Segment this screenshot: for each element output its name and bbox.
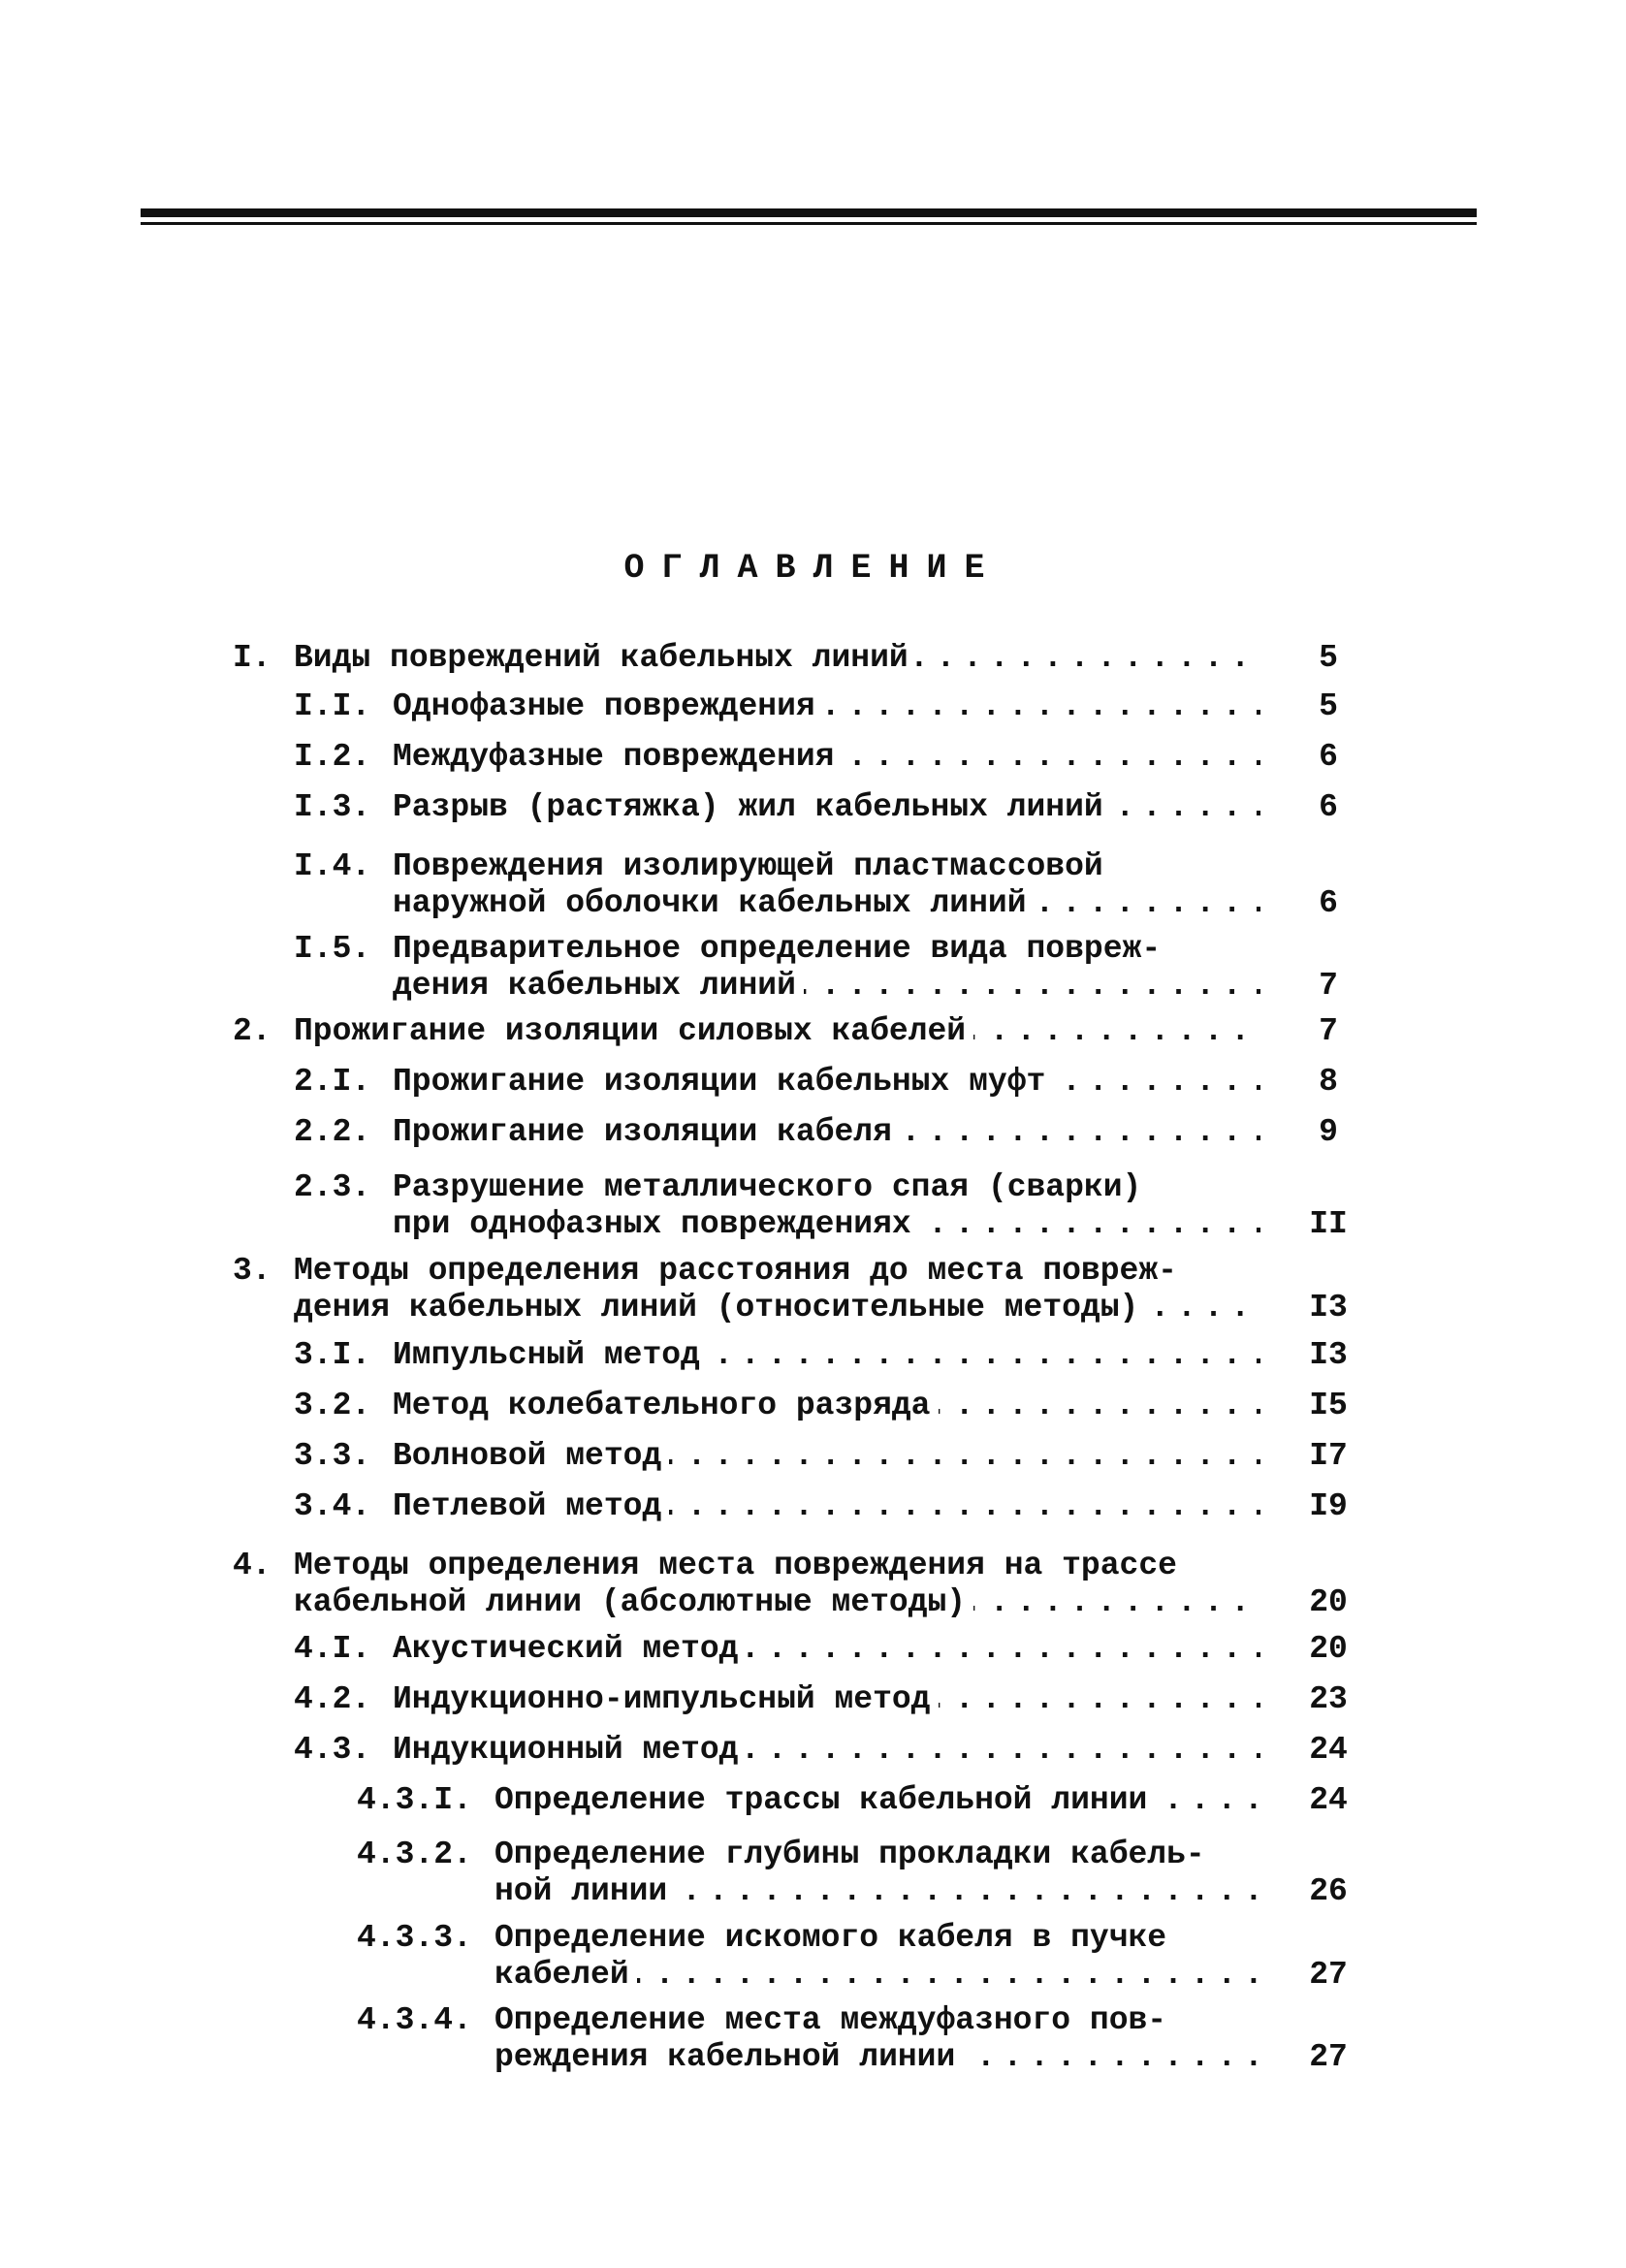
- toc-entry-number: 4.I.: [294, 1631, 371, 1667]
- toc-entry-number: 3.: [233, 1253, 271, 1289]
- toc-entry-title-line: Прожигание изоляции силовых кабелей . . .: [294, 1013, 1260, 1050]
- toc-entry-page: 27: [1309, 2039, 1348, 2075]
- toc-entry-number: 4.: [233, 1548, 271, 1583]
- toc-entry-page: 24: [1309, 1782, 1348, 1818]
- toc-entry-page: 23: [1309, 1681, 1348, 1717]
- toc-entry[interactable]: [0, 848, 1626, 922]
- toc-entry-page: 6: [1319, 789, 1338, 825]
- toc-entry-title-line: Импульсный метод . . .: [393, 1337, 1260, 1374]
- toc-entry[interactable]: [0, 1488, 1626, 1525]
- toc-entry[interactable]: [0, 1253, 1626, 1326]
- toc-entry-title-line: Определение места междуфазного пов-: [494, 2002, 1167, 2038]
- toc-entry-page: 7: [1319, 1013, 1338, 1049]
- toc-entry-number: I.4.: [294, 848, 371, 884]
- toc-entry-number: 4.3.I.: [357, 1782, 472, 1818]
- toc-entry-title: [393, 848, 1260, 922]
- toc-entry-title: [393, 739, 1260, 776]
- toc-entry-title: [393, 1169, 1260, 1243]
- toc-entry[interactable]: [0, 1837, 1626, 1910]
- toc-heading: ОГЛАВЛЕНИЕ: [623, 549, 1003, 588]
- toc-entry-page: I7: [1309, 1438, 1348, 1474]
- toc-entry-title-line: Прожигание изоляции кабеля . . .: [393, 1114, 1260, 1151]
- top-rule-thin: [141, 222, 1477, 225]
- toc-entry-title-line: Волновой метод . . .: [393, 1438, 1260, 1475]
- toc-entry-title-line: Прожигание изоляции кабельных муфт . . .: [393, 1064, 1260, 1101]
- toc-entry[interactable]: [0, 1548, 1626, 1621]
- toc-entry[interactable]: [0, 1013, 1626, 1050]
- toc-entry-number: 2.2.: [294, 1114, 371, 1150]
- toc-entry-number: 4.3.: [294, 1732, 371, 1768]
- toc-entry-title-line: кабельной линии (абсолютные методы) . . .: [294, 1584, 1260, 1621]
- toc-entry-page: 27: [1309, 1957, 1348, 1993]
- toc-entry-title-line: Виды повреждений кабельных линий . . .: [294, 640, 1260, 677]
- toc-entry-page: 6: [1319, 739, 1338, 775]
- toc-entry[interactable]: [0, 1064, 1626, 1101]
- toc-entry-title-line: Акустический метод . . .: [393, 1631, 1260, 1668]
- toc-entry-title-line: при однофазных повреждениях . . .: [393, 1206, 1260, 1243]
- toc-entry-title-line: Разрыв (растяжка) жил кабельных линий . . .: [393, 789, 1260, 826]
- toc-entry-number: 4.3.3.: [357, 1920, 472, 1956]
- toc-entry-title: [393, 1114, 1260, 1151]
- toc-entry-number: 4.3.4.: [357, 2002, 472, 2038]
- toc-entry[interactable]: [0, 1169, 1626, 1243]
- toc-entry[interactable]: [0, 2002, 1626, 2076]
- toc-entry-page: 20: [1309, 1631, 1348, 1667]
- toc-entry-number: 4.3.2.: [357, 1837, 472, 1872]
- toc-entry-title-line: дения кабельных линий (относительные методы) . . .: [294, 1290, 1260, 1326]
- toc-entry-title: [294, 1548, 1260, 1621]
- toc-entry[interactable]: [0, 1732, 1626, 1769]
- toc-entry[interactable]: [0, 931, 1626, 1005]
- toc-entry[interactable]: [0, 1388, 1626, 1424]
- toc-entry-title: [393, 789, 1260, 826]
- toc-entry-title-line: Методы определения расстояния до места повреж-: [294, 1253, 1177, 1289]
- toc-entry-page: 5: [1319, 688, 1338, 724]
- toc-entry-page: 7: [1319, 968, 1338, 1004]
- toc-entry-number: I.I.: [294, 688, 371, 724]
- toc-entry-page: 9: [1319, 1114, 1338, 1150]
- top-rule-thick: [141, 208, 1477, 217]
- toc-entry-title-line: кабелей . . .: [494, 1957, 1260, 1994]
- toc-entry-title-line: Разрушение металлического спая (сварки): [393, 1169, 1142, 1205]
- toc-entry-title: [393, 931, 1260, 1005]
- toc-entry-title: [494, 1837, 1260, 1910]
- toc-entry-title-line: Индукционно-импульсный метод . . .: [393, 1681, 1260, 1718]
- toc-entry[interactable]: [0, 739, 1626, 776]
- toc-entry-title-line: Определение искомого кабеля в пучке: [494, 1920, 1167, 1956]
- toc-entry-title-line: Определение глубины прокладки кабель-: [494, 1837, 1205, 1872]
- toc-entry-number: I.3.: [294, 789, 371, 825]
- toc-entry-title: [393, 1438, 1260, 1475]
- toc-entry[interactable]: [0, 789, 1626, 826]
- toc-entry[interactable]: [0, 1631, 1626, 1668]
- toc-entry-title-line: Индукционный метод . . .: [393, 1732, 1260, 1769]
- toc-entry-title-line: ной линии . . .: [494, 1873, 1260, 1910]
- toc-entry-title: [393, 1681, 1260, 1718]
- toc-entry-title: [393, 1732, 1260, 1769]
- toc-entry-page: 5: [1319, 640, 1338, 676]
- toc-entry-title: [393, 1388, 1260, 1424]
- toc-entry-number: 2.: [233, 1013, 271, 1049]
- toc-entry[interactable]: [0, 1681, 1626, 1718]
- toc-entry-title-line: Методы определения места повреждения на трассе: [294, 1548, 1177, 1583]
- toc-entry-title-line: Предварительное определение вида повреж-: [393, 931, 1162, 967]
- toc-entry-page: 20: [1309, 1584, 1348, 1620]
- toc-entry-page: 26: [1309, 1873, 1348, 1909]
- toc-entry-number: 3.3.: [294, 1438, 371, 1474]
- toc-entry-title-line: Повреждения изолирующей пластмассовой: [393, 848, 1103, 884]
- toc-entry-page: 8: [1319, 1064, 1338, 1100]
- toc-entry-page: I3: [1309, 1290, 1348, 1326]
- toc-entry-title: [393, 1488, 1260, 1525]
- toc-entry-page: I3: [1309, 1337, 1348, 1373]
- toc-entry-number: 3.I.: [294, 1337, 371, 1373]
- toc-entry-number: 4.2.: [294, 1681, 371, 1717]
- toc-entry[interactable]: [0, 1782, 1626, 1819]
- toc-entry-page: 6: [1319, 885, 1338, 921]
- toc-entry-number: I.2.: [294, 739, 371, 775]
- toc-entry-title-line: Определение трассы кабельной линии . . .: [494, 1782, 1260, 1819]
- toc-entry-number: 3.4.: [294, 1488, 371, 1524]
- toc-entry-page: 24: [1309, 1732, 1348, 1768]
- toc-entry-page: I9: [1309, 1488, 1348, 1524]
- toc-entry-number: I.5.: [294, 931, 371, 967]
- toc-entry-title-line: Метод колебательного разряда . . .: [393, 1388, 1260, 1424]
- toc-entry-title: [294, 1013, 1260, 1050]
- toc-entry-title: [494, 1920, 1260, 1994]
- toc-entry[interactable]: [0, 1337, 1626, 1374]
- toc-entry-title: [393, 688, 1260, 725]
- toc-entry-title: [393, 1064, 1260, 1101]
- toc-entry-title-line: Петлевой метод . . .: [393, 1488, 1260, 1525]
- toc-entry[interactable]: [0, 688, 1626, 725]
- toc-entry[interactable]: [0, 1114, 1626, 1151]
- toc-entry[interactable]: [0, 1920, 1626, 1994]
- toc-entry-page: I5: [1309, 1388, 1348, 1423]
- toc-entry-title-line: Однофазные повреждения . . .: [393, 688, 1260, 725]
- toc-entry-title: [393, 1337, 1260, 1374]
- toc-entry-title: [294, 1253, 1260, 1326]
- toc-entry-number: 2.3.: [294, 1169, 371, 1205]
- toc-entry-title: [494, 2002, 1260, 2076]
- toc-entry-title-line: Междуфазные повреждения . . .: [393, 739, 1260, 776]
- toc-entry-number: 2.I.: [294, 1064, 371, 1100]
- toc-entry-number: I.: [233, 640, 271, 676]
- toc-entry-number: 3.2.: [294, 1388, 371, 1423]
- toc-entry-title: [294, 640, 1260, 677]
- toc-entry-title-line: реждения кабельной линии . . .: [494, 2039, 1260, 2076]
- toc-entry[interactable]: [0, 640, 1626, 677]
- toc-entry-title-line: дения кабельных линий . . .: [393, 968, 1260, 1005]
- toc-entry-page: II: [1309, 1206, 1348, 1242]
- toc-entry-title-line: наружной оболочки кабельных линий . . .: [393, 885, 1260, 922]
- toc-entry-title: [393, 1631, 1260, 1668]
- toc-entry[interactable]: [0, 1438, 1626, 1475]
- toc-entry-title: [494, 1782, 1260, 1819]
